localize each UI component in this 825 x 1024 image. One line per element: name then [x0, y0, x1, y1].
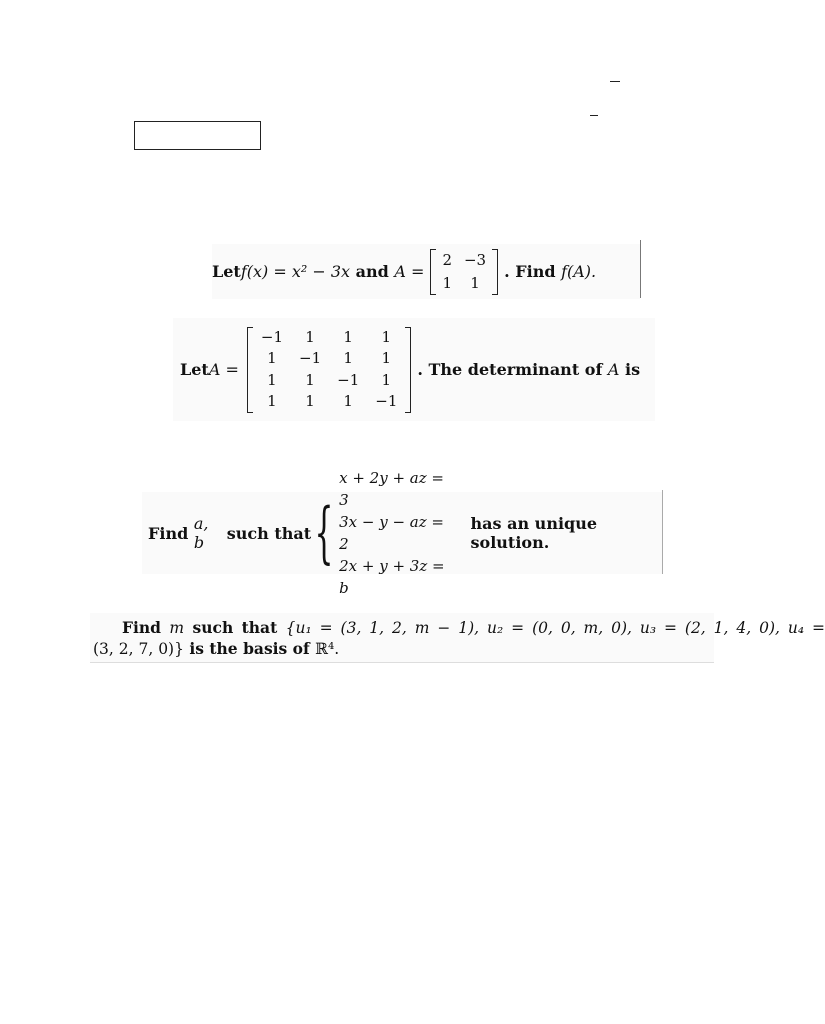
- problem-4-var: m: [169, 619, 185, 637]
- matrix-cell: −3: [463, 250, 487, 269]
- equation-2: 3x − y − az = 2: [339, 513, 444, 553]
- problem-1-matrix: [430, 249, 498, 295]
- matrix-cell: 1: [381, 349, 392, 367]
- matrix-cell: −1: [375, 392, 398, 410]
- problem-4-space: ℝ⁴.: [315, 640, 340, 658]
- problem-1-target: f(A).: [561, 262, 597, 281]
- system-brace: {: [314, 494, 334, 571]
- problem-4-line-2-mid: is the basis of: [183, 639, 316, 658]
- matrix-cell: 1: [267, 370, 277, 389]
- matrix-cell: 1: [381, 327, 392, 346]
- problem-1-matrix-label: A =: [394, 262, 425, 281]
- problem-2-lead: Let: [180, 360, 209, 379]
- equation-3: 2x + y + 3z = b: [339, 557, 445, 597]
- problem-4-line-1: [122, 618, 825, 637]
- matrix-cell: 1: [305, 327, 315, 346]
- problem-4: [90, 613, 825, 663]
- matrix-cell: 1: [470, 273, 480, 292]
- problem-1: [212, 244, 640, 299]
- matrix-cell: 1: [305, 370, 315, 389]
- problem-2-tail: . The determinant of: [417, 360, 608, 379]
- margin-mark: [610, 81, 620, 82]
- problem-2-matrix: [247, 327, 412, 413]
- problem-4-mid: such that: [184, 618, 286, 637]
- problem-4-lead: Find: [122, 618, 170, 637]
- problem-2-tail-end: is: [619, 360, 641, 379]
- problem-3: [142, 469, 663, 597]
- equation-system: [339, 467, 448, 599]
- problem-2-matrix-label: A =: [208, 360, 239, 379]
- problem-3-tail: has an unique solution.: [470, 514, 598, 552]
- problem-3-lead: Find: [148, 523, 194, 543]
- matrix-row: [436, 272, 492, 295]
- margin-mark: [590, 115, 598, 116]
- problem-1-and: and: [350, 262, 395, 281]
- matrix-cell: 2: [442, 250, 452, 269]
- problem-4-set: {u₁ = (3, 1, 2, m − 1), u₂ = (0, 0, m, 0), u₃ = (2, 1, 4, 0), u₄ =: [285, 619, 825, 637]
- matrix-cell: 1: [343, 327, 353, 346]
- crop-edge: [640, 240, 641, 298]
- matrix-cell: 1: [381, 370, 392, 389]
- problem-4-line-2: [93, 639, 339, 658]
- problem-1-lead: Let: [212, 262, 241, 281]
- problem-3-vars: a, b: [193, 514, 209, 552]
- problem-1-function: f(x) = x² − 3x: [240, 262, 351, 281]
- problem-2-tail-var: A: [607, 360, 620, 379]
- matrix-row: [253, 348, 406, 370]
- matrix-row: [253, 370, 406, 392]
- answer-box: [134, 121, 261, 150]
- problem-2: [173, 318, 655, 421]
- matrix-row: [253, 391, 406, 413]
- problem-4-set-end: (3, 2, 7, 0)}: [93, 640, 184, 658]
- equation-1: x + 2y + az = 3: [339, 469, 444, 509]
- matrix-row: [253, 327, 406, 349]
- matrix-cell: 1: [267, 392, 277, 410]
- problem-1-task: . Find: [504, 262, 562, 281]
- problem-3-mid: such that: [221, 523, 312, 543]
- matrix-cell: 1: [343, 392, 353, 410]
- matrix-row: [436, 249, 492, 272]
- matrix-cell: −1: [337, 370, 360, 389]
- crop-edge: [662, 490, 663, 574]
- matrix-cell: 1: [267, 349, 277, 367]
- matrix-cell: 1: [343, 349, 353, 367]
- matrix-cell: 1: [442, 273, 452, 292]
- matrix-cell: −1: [299, 349, 322, 367]
- matrix-cell: −1: [260, 327, 283, 346]
- matrix-cell: 1: [305, 392, 315, 410]
